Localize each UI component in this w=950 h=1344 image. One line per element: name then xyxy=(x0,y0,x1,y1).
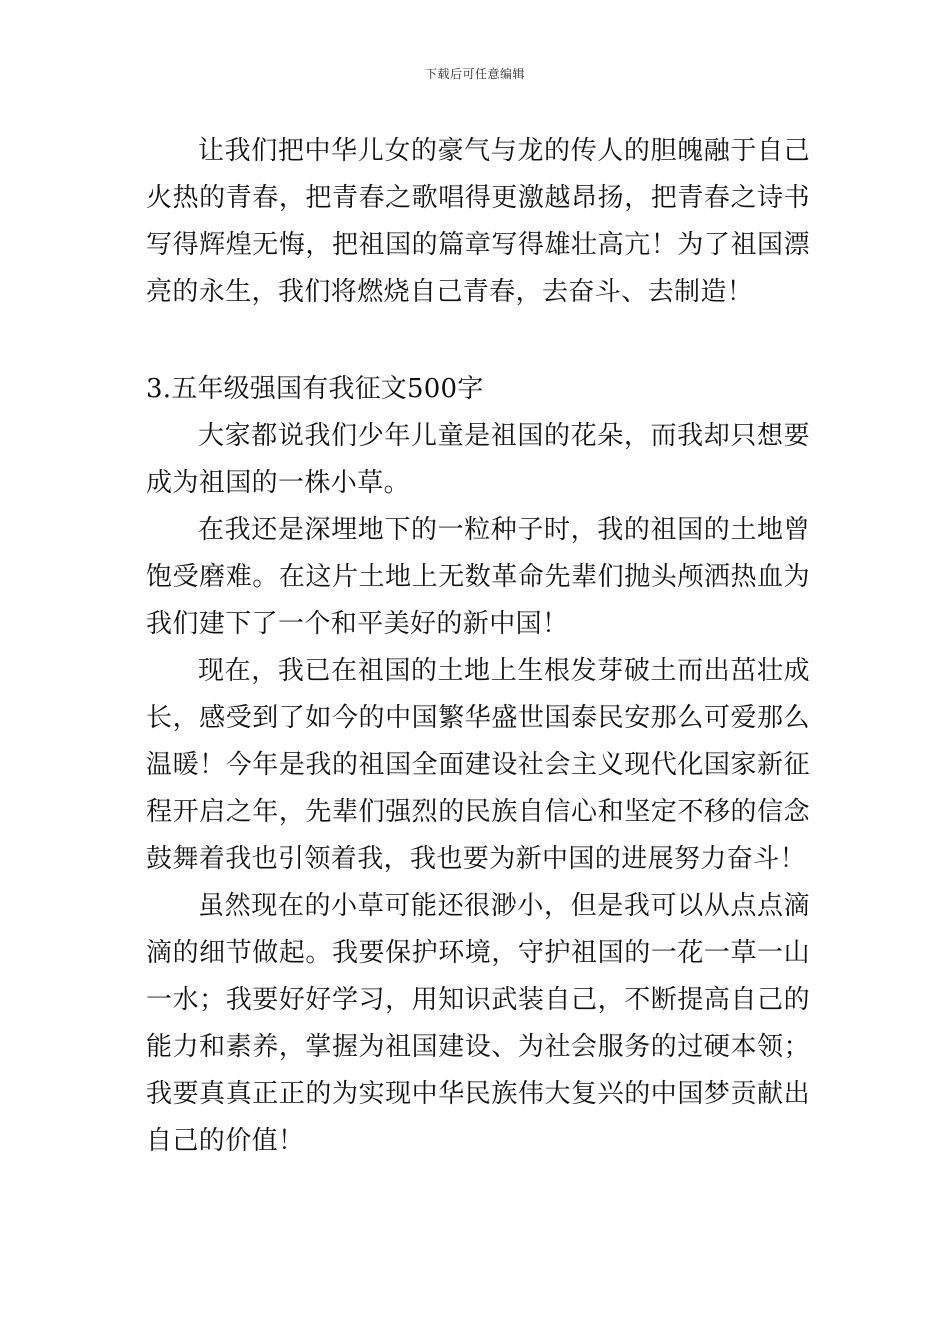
essay-paragraph-2: 在我还是深埋地下的一粒种子时，我的祖国的土地曾饱受磨难。在这片土地上无数革命先辈们抛头颅洒热血为我们建下了一个和平美好的新中国！ xyxy=(146,515,810,639)
essay-paragraph-4: 虽然现在的小草可能还很渺小，但是我可以从点点滴滴的细节做起。我要保护环境，守护祖国的一花一草一山一水；我要好好学习，用知识武装自己，不断提高自己的能力和素养，掌握为祖国建设、为社会服务的过硬本领；我要真真正正的为实现中华民族伟大复兴的中国梦贡献出自己的价值！ xyxy=(146,891,810,1156)
intro-paragraph: 让我们把中华儿女的豪气与龙的传人的胆魄融于自己火热的青春，把青春之歌唱得更激越昂扬，把青春之诗书写得辉煌无悔，把祖国的篇章写得雄壮高亢！为了祖国漂亮的永生，我们将燃烧自己青春，去奋斗、去制造！ xyxy=(146,136,810,307)
article-body xyxy=(146,128,810,1165)
essay-paragraph-1: 大家都说我们少年儿童是祖国的花朵，而我却只想要成为祖国的一株小草。 xyxy=(146,421,810,498)
section-heading: 3.五年级强国有我征文500字 xyxy=(146,374,484,404)
essay-paragraph-3: 现在，我已在祖国的土地上生根发芽破土而出茁壮成长，感受到了如今的中国繁华盛世国泰民安那么可爱那么温暖！今年是我的祖国全面建设社会主义现代化国家新征程开启之年，先辈们强烈的民族自信心和坚定不移的信念鼓舞着我也引领着我，我也要为新中国的进展努力奋斗！ xyxy=(146,656,810,874)
page-header-note: 下载后可任意编辑 xyxy=(424,67,525,81)
section-spacer xyxy=(146,316,810,366)
